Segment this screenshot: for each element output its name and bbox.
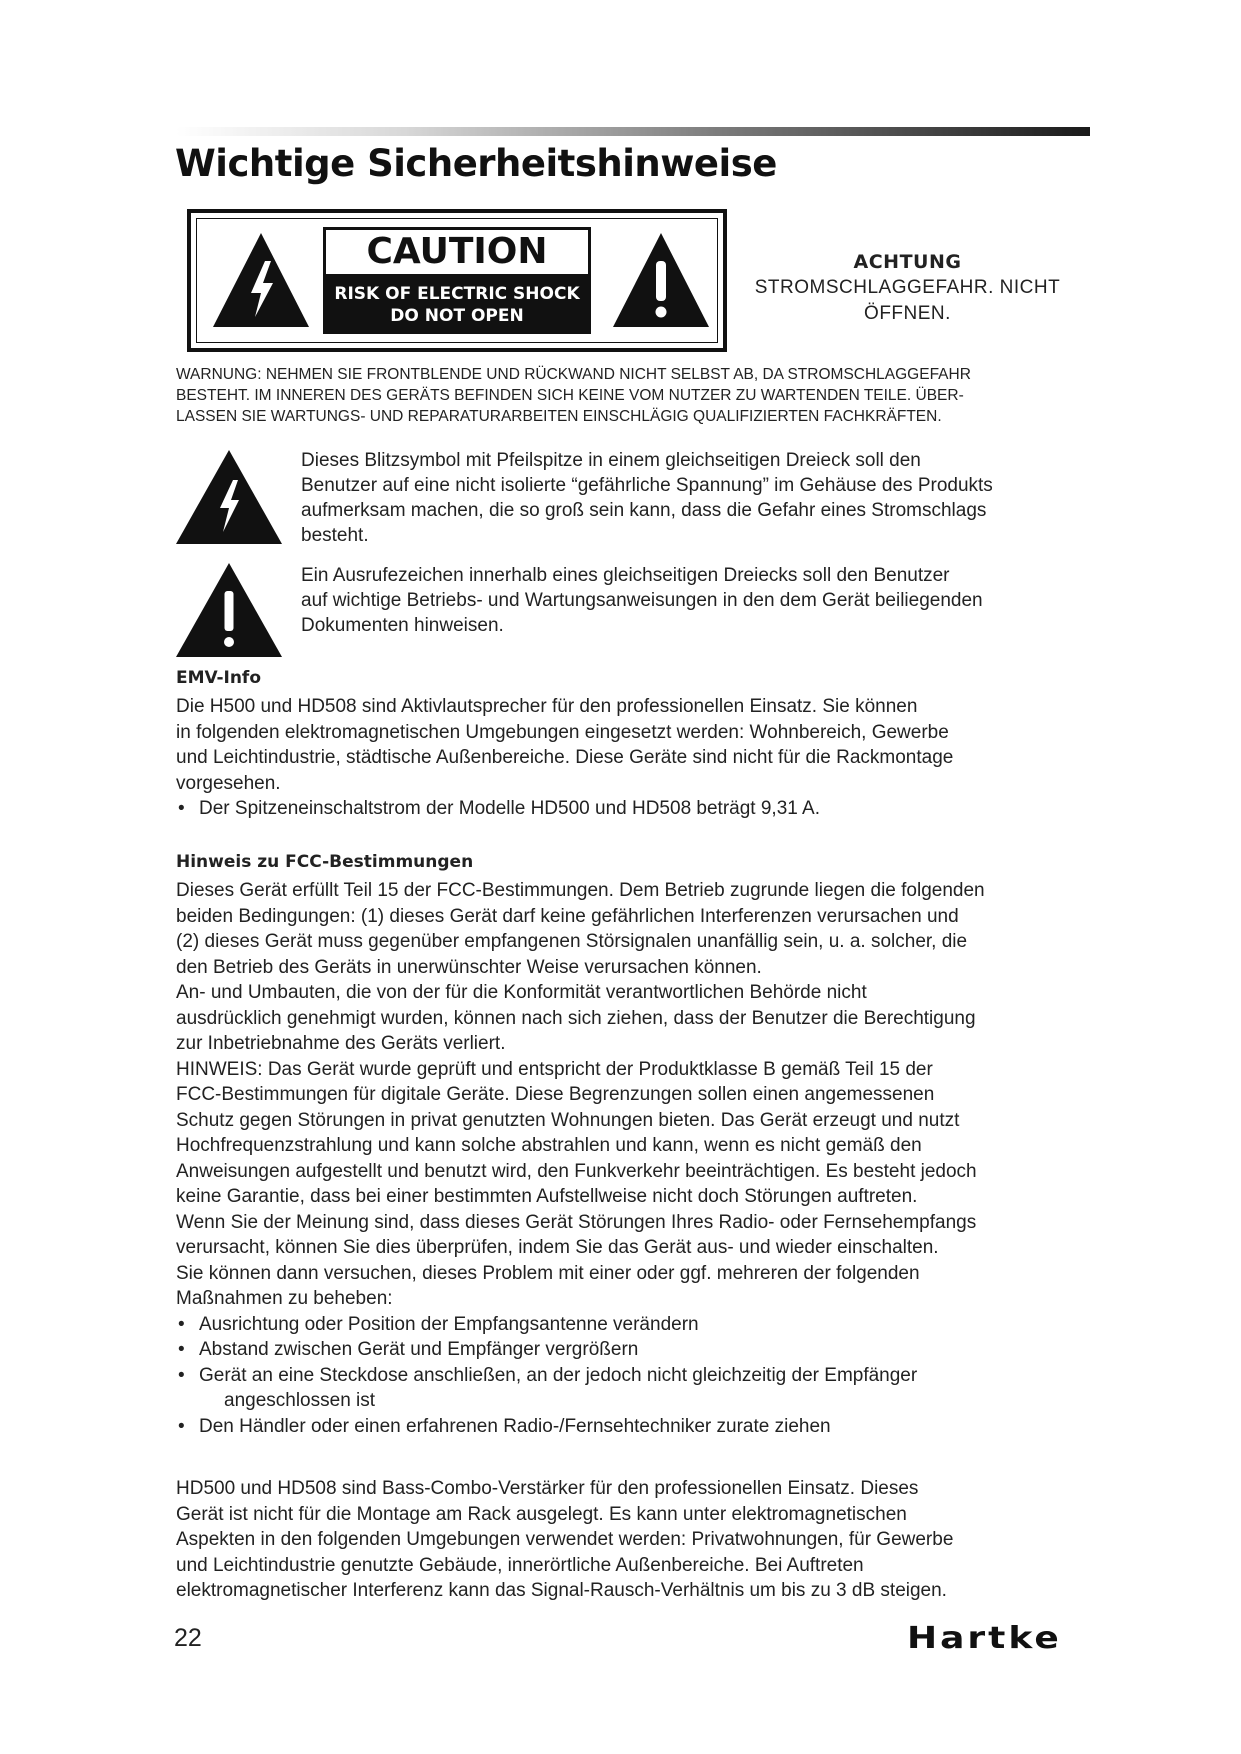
text-line: zur Inbetriebnahme des Geräts verliert. <box>176 1033 506 1054</box>
lightning-warning-icon <box>211 231 311 331</box>
caution-label <box>323 227 591 334</box>
text-line: Hochfrequenzstrahlung und kann solche abstrahlen und kann, wenn es nicht gemäß den <box>176 1135 922 1156</box>
list-item <box>176 1363 1096 1414</box>
fcc-paragraph <box>176 878 1096 1439</box>
list-item: • Den Händler oder einen erfahrenen Radio-/Fernsehtechniker zurate ziehen <box>176 1414 1096 1440</box>
text-line: verursacht, können Sie dies überprüfen, indem Sie das Gerät aus- und wieder einschalten. <box>176 1237 939 1258</box>
emv-paragraph <box>176 694 1096 822</box>
text-line: Maßnahmen zu beheben: <box>176 1288 393 1309</box>
text-line: ausdrücklich genehmigt wurden, können nach sich ziehen, dass der Benutzer die Berechtigung <box>176 1007 976 1029</box>
list-item: • Der Spitzeneinschaltstrom der Modelle HD500 und HD508 beträgt 9,31 A. <box>176 796 1096 822</box>
text-line: Benutzer auf eine nicht isolierte “gefährliche Spannung” im Gehäuse des Produkts <box>301 475 993 496</box>
list-item-continuation: angeschlossen ist <box>224 1390 376 1411</box>
text-line: An- und Umbauten, die von der für die Konformität verantwortlichen Behörde nicht <box>176 982 867 1003</box>
text-line: den Betrieb des Geräts in unerwünschter Weise verursachen können. <box>176 956 762 978</box>
emv-heading: EMV-Info <box>176 668 262 688</box>
caution-subtext <box>323 277 591 334</box>
list-item: • Abstand zwischen Gerät und Empfänger vergrößern <box>176 1337 1096 1363</box>
text-line: Ein Ausrufezeichen innerhalb eines gleichseitigen Dreiecks soll den Benutzer <box>301 565 950 586</box>
caution-sub-line1: RISK OF ELECTRIC SHOCK <box>334 284 580 304</box>
text-line: Aspekten in den folgenden Umgebungen verwendet werden: Privatwohnungen, für Gewerbe <box>176 1529 954 1550</box>
text-line: HD500 und HD508 sind Bass-Combo-Verstärker für den professionellen Einsatz. Dieses <box>176 1478 919 1499</box>
exclamation-triangle-icon <box>176 563 282 657</box>
text-line: Anweisungen aufgestellt und benutzt wird, den Funkverkehr beeinträchtigen. Es besteht jedoch <box>176 1160 977 1182</box>
page-number: 22 <box>174 1624 202 1652</box>
text-line: besteht. <box>301 525 369 546</box>
brand-logo: Hartke <box>907 1621 1062 1656</box>
achtung-notice <box>730 249 1085 327</box>
header-rule <box>176 127 1090 136</box>
text-line: elektromagnetischer Interferenz kann das Signal-Rausch-Verhältnis um bis zu 3 dB steigen. <box>176 1580 947 1601</box>
text-line: auf wichtige Betriebs- und Wartungsanweisungen in den dem Gerät beiliegenden <box>301 590 983 611</box>
text-line: Sie können dann versuchen, dieses Problem mit einer oder ggf. mehreren der folgenden <box>176 1262 920 1284</box>
caution-label-graphic <box>187 209 727 352</box>
list-item-text: Gerät an eine Steckdose anschließen, an der jedoch nicht gleichzeitig der Empfänger <box>199 1364 918 1386</box>
text-line: (2) dieses Gerät muss gegenüber empfangenen Störsignalen unanfällig sein, u. a. solcher, die <box>176 931 968 952</box>
caution-word: CAUTION <box>323 227 591 277</box>
text-line: keine Garantie, dass bei einer bestimmten Aufstellweise nicht doch Störungen auftreten. <box>176 1186 918 1207</box>
text-line: FCC-Bestimmungen für digitale Geräte. Diese Begrenzungen sollen einen angemessenen <box>176 1084 935 1105</box>
text-line: und Leichtindustrie, städtische Außenbereiche. Diese Geräte sind nicht für die Rackmontage <box>176 747 954 768</box>
text-line: Die H500 und HD508 sind Aktivlautsprecher für den professionellen Einsatz. Sie können <box>176 696 918 717</box>
warning-line: BESTEHT. IM INNEREN DES GERÄTS BEFINDEN SICH KEINE VOM NUTZER ZU WARTENDEN TEILE. ÜBER- <box>176 387 964 404</box>
text-line: Dieses Blitzsymbol mit Pfeilspitze in einem gleichseitigen Dreieck soll den <box>301 450 921 471</box>
text-line: beiden Bedingungen: (1) dieses Gerät darf keine gefährlichen Interferenzen verursachen und <box>176 905 959 927</box>
text-line: vorgesehen. <box>176 772 281 794</box>
text-line: Dokumenten hinweisen. <box>301 615 504 636</box>
fcc-heading: Hinweis zu FCC-Bestimmungen <box>176 852 474 872</box>
text-line: Dieses Gerät erfüllt Teil 15 der FCC-Bestimmungen. Dem Betrieb zugrunde liegen die folgenden <box>176 880 985 901</box>
page-title: Wichtige Sicherheitshinweise <box>175 142 777 185</box>
text-line: aufmerksam machen, die so groß sein kann, dass die Gefahr eines Stromschlags <box>301 500 987 521</box>
achtung-line-1: STROMSCHLAGGEFAHR. NICHT <box>754 277 1061 298</box>
exclamation-warning-icon <box>611 231 711 331</box>
text-line: Gerät ist nicht für die Montage am Rack ausgelegt. Es kann unter elektromagnetischen <box>176 1503 907 1525</box>
closing-paragraph <box>176 1476 1096 1604</box>
text-line: HINWEIS: Das Gerät wurde geprüft und entspricht der Produktklasse B gemäß Teil 15 der <box>176 1058 933 1080</box>
achtung-line-2: ÖFFNEN. <box>864 303 951 324</box>
warning-line: LASSEN SIE WARTUNGS- UND REPARATURARBEITEN EINSCHLÄGIG QUALIFIZIERTEN FACHKRÄFTEN. <box>176 408 942 425</box>
achtung-heading: ACHTUNG <box>853 251 962 273</box>
text-line: in folgenden elektromagnetischen Umgebungen eingesetzt werden: Wohnbereich, Gewerbe <box>176 721 949 743</box>
caution-sub-line2: DO NOT OPEN <box>390 306 524 326</box>
lightning-triangle-icon <box>176 450 282 544</box>
warning-line: WARNUNG: NEHMEN SIE FRONTBLENDE UND RÜCKWAND NICHT SELBST AB, DA STROMSCHLAGGEFAHR <box>176 366 971 383</box>
warning-paragraph <box>176 364 1096 427</box>
text-line: Wenn Sie der Meinung sind, dass dieses Gerät Störungen Ihres Radio- oder Fernsehempfangs <box>176 1211 977 1233</box>
fcc-bullet-list <box>176 1312 1096 1440</box>
list-item: • Ausrichtung oder Position der Empfangsantenne verändern <box>176 1312 1096 1338</box>
text-line: und Leichtindustrie genutzte Gebäude, innerörtliche Außenbereiche. Bei Auftreten <box>176 1554 864 1576</box>
emv-bullet-list <box>176 796 1096 822</box>
text-line: Schutz gegen Störungen in privat genutzten Wohnungen bieten. Das Gerät erzeugt und nutzt <box>176 1109 960 1131</box>
